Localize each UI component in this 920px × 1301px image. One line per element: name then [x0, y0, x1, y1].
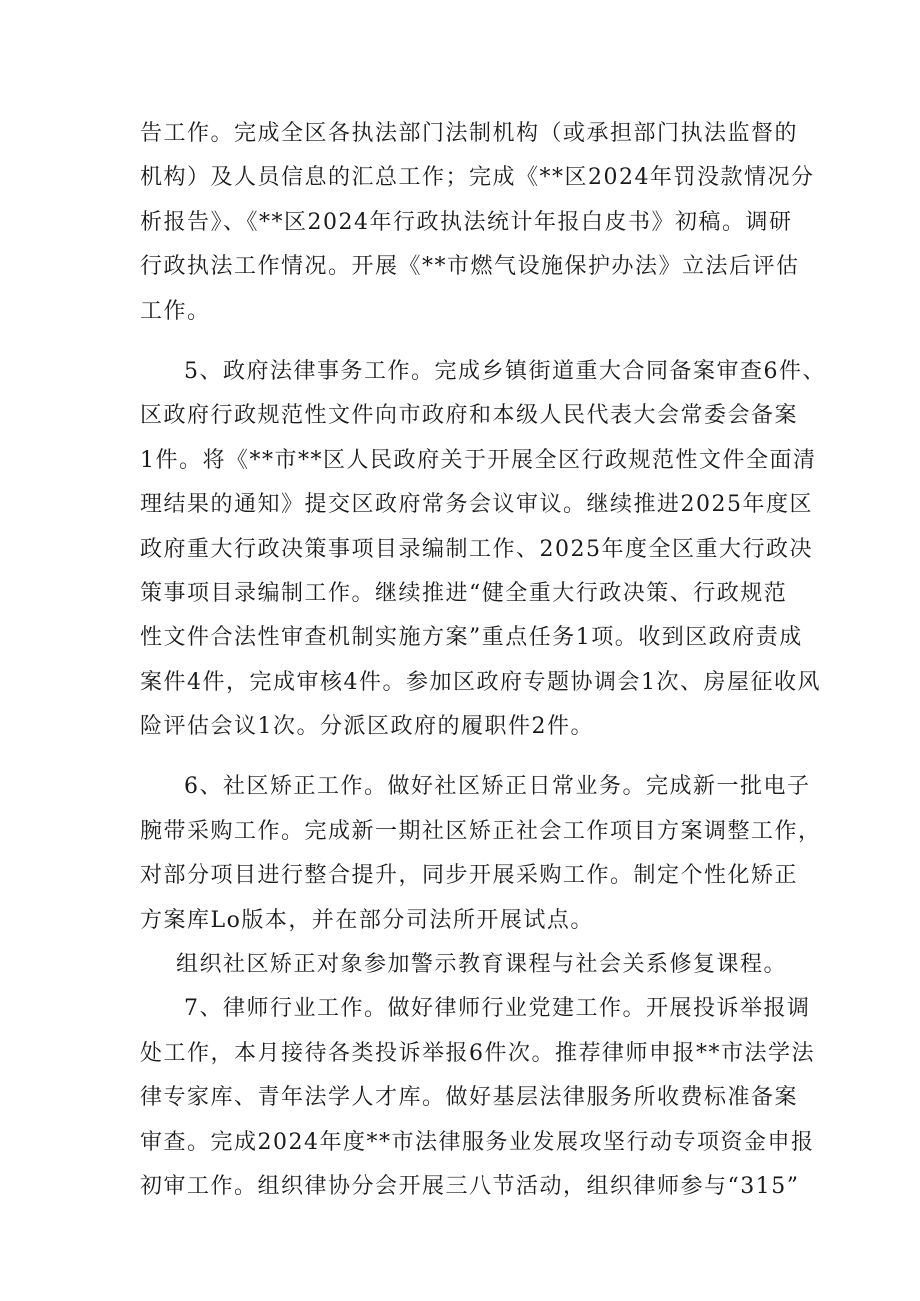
text-line: 对部分项目进行整合提升，同步开展采购工作。制定个性化矫正 — [140, 863, 799, 889]
section-heading-line: 6、社区矫正工作。做好社区矫正日常业务。完成新一批电子 — [184, 774, 811, 800]
paragraph-gap — [140, 749, 800, 765]
text-line: 行政执法工作情况。开展《**市燃气设施保护办法》立法后评估 — [140, 254, 800, 280]
text-line: 方案库Lo版本，并在部分司法所开展试点。 — [140, 907, 594, 933]
text-line: 初审工作。组织律协分会开展三八节活动，组织律师参与“315” — [140, 1173, 800, 1199]
text-line: 险评估会议1次。分派区政府的履职件2件。 — [140, 714, 594, 740]
text-line: 政府重大行政决策事项目录编制工作、2025年度全区重大行政决 — [140, 536, 813, 562]
paragraph-gap — [140, 334, 800, 350]
text-line: 策事项目录编制工作。继续推进“健全重大行政决策、行政规范 — [140, 580, 788, 606]
text-line: 工作。 — [140, 298, 211, 324]
text-line: 性文件合法性审查机制实施方案”重点任务1项。收到区政府责成 — [140, 625, 803, 651]
document-body — [140, 112, 826, 1209]
text-line: 处工作，本月接待各类投诉举报6件次。推荐律师申报**市法学法 — [140, 1040, 815, 1066]
text-line: 腕带采购工作。完成新一期社区矫正社会工作项目方案调整工作， — [140, 818, 822, 844]
text-line: 1件。将《**市**区人民政府关于开展全区行政规范性文件全面清 — [140, 447, 817, 473]
text-line: 机构）及人员信息的汇总工作；完成《**区2024年罚没款情况分 — [140, 165, 815, 191]
text-line: 告工作。完成全区各执法部门法制机构（或承担部门执法监督的 — [140, 121, 799, 146]
text-line: 理结果的通知》提交区政府常务会议审议。继续推进2025年度区 — [140, 492, 813, 518]
text-line: 案件4件，完成审核4件。参加区政府专题协调会1次、房屋征收风 — [140, 669, 821, 695]
section-heading-line: 5、政府法律事务工作。完成乡镇街道重大合同备案审查6件、 — [184, 358, 826, 384]
text-line: 组织社区矫正对象参加警示教育课程与社会关系修复课程。 — [176, 952, 788, 978]
text-line: 区政府行政规范性文件向市政府和本级人民代表大会常委会备案 — [140, 403, 799, 429]
text-line: 审查。完成2024年度**市法律服务业发展攻坚行动专项资金申报 — [140, 1129, 815, 1155]
section-heading-line: 7、律师行业工作。做好律师行业党建工作。开展投诉举报调 — [184, 996, 811, 1022]
text-line: 析报告》、《**区2024年行政执法统计年报白皮书》初稿。调研 — [140, 209, 793, 235]
text-line: 律专家库、青年法学人才库。做好基层法律服务所收费标准备案 — [140, 1085, 799, 1111]
